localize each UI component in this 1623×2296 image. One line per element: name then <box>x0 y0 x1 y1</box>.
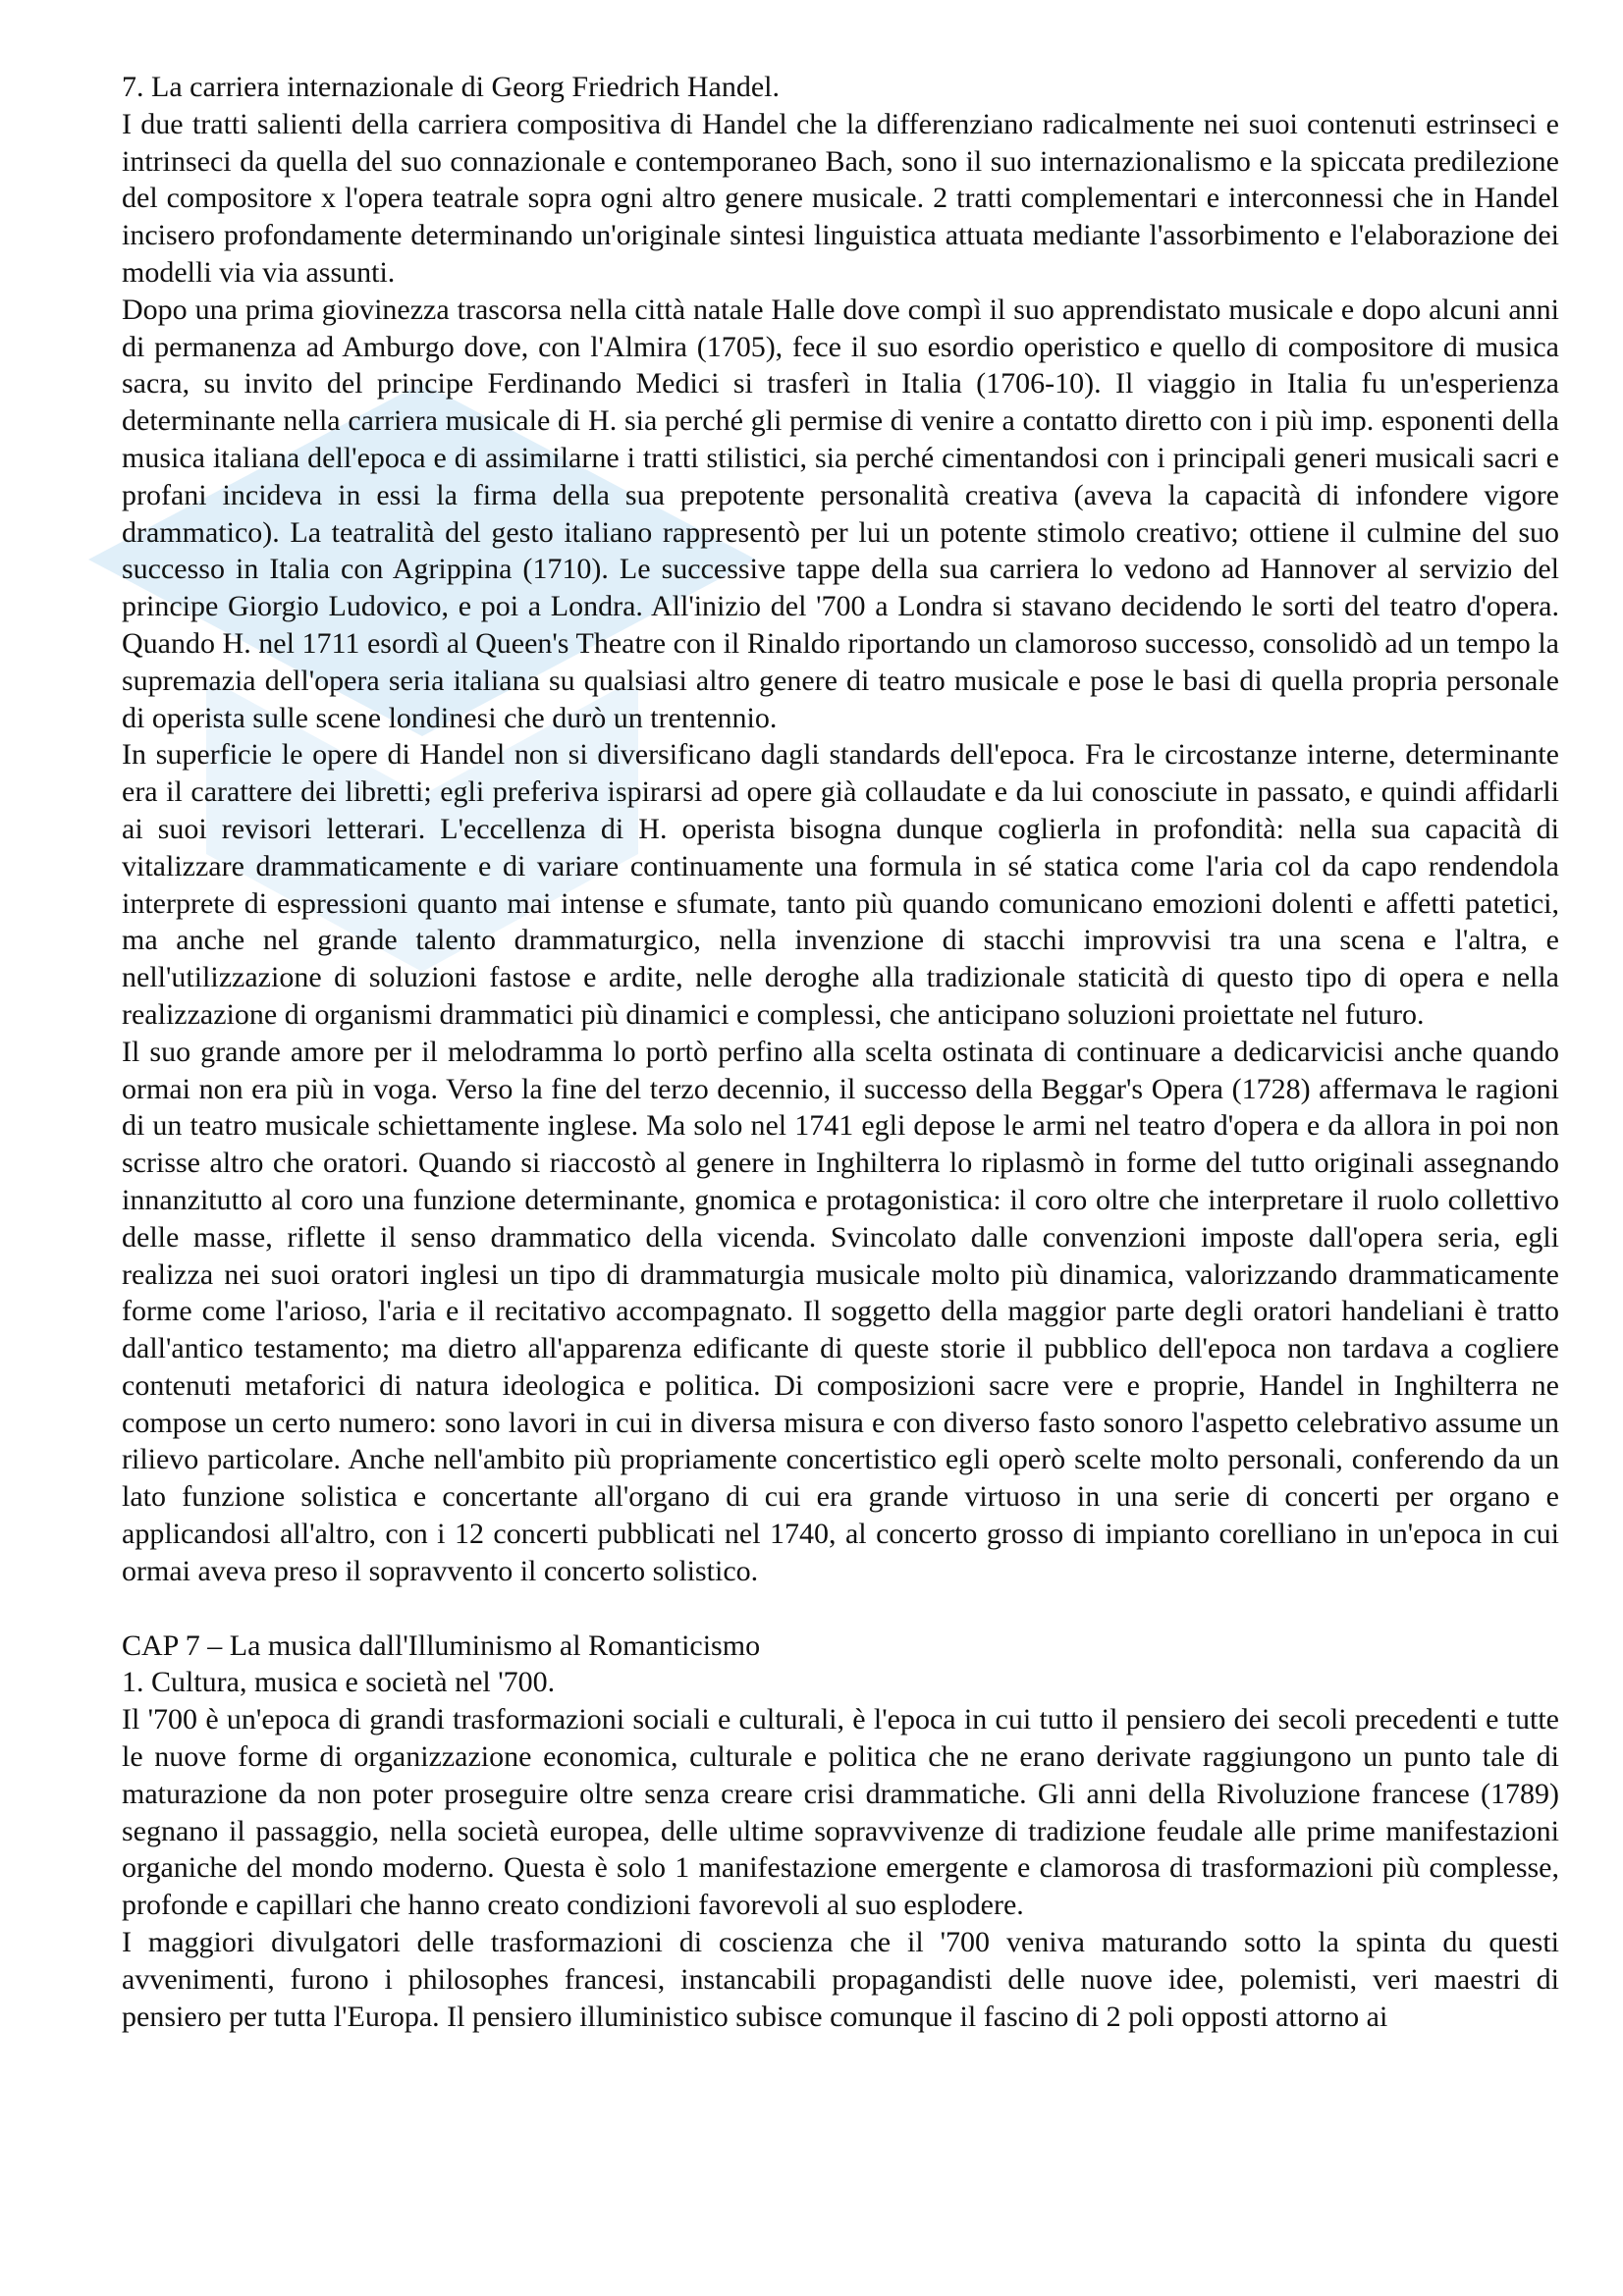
document-body <box>122 69 1559 2035</box>
section-heading: 1. Cultura, musica e società nel '700. <box>122 1666 556 1699</box>
paragraph: I maggiori divulgatori delle trasformazioni di coscienza che il '700 veniva maturando sotto la spinta du questi avvenimenti, furono i philosophes francesi, instancabili propagandisti delle nuove idee, polemisti, veri maestri di pensiero per tutta l'Europa. Il pensiero illuministico subisce comunque il fascino di 2 poli opposti attorno ai <box>122 1926 1559 2033</box>
paragraph: Il '700 è un'epoca di grandi trasformazioni sociali e culturali, è l'epoca in cui tutto il pensiero dei secoli precedenti e tutte le nuove forme di organizzazione economica, culturale e politica che ne erano derivate raggiungono un punto tale di maturazione da non poter proseguire oltre senza creare crisi drammatiche. Gli anni della Rivoluzione francese (1789) segnano il passaggio, nella società europea, delle ultime sopravvivenze di tradizione feudale alle prime manifestazioni organiche del mondo moderno. Questa è solo 1 manifestazione emergente e clamorosa di trasformazioni più complesse, profonde e capillari che hanno creato condizioni favorevoli al suo esplodere. <box>122 1703 1559 1922</box>
paragraph: Dopo una prima giovinezza trascorsa nella città natale Halle dove compì il suo apprendistato musicale e dopo alcuni anni di permanenza ad Amburgo dove, con l'Almira (1705), fece il suo esordio operistico e quello di compositore di musica sacra, su invito del principe Ferdinando Medici si trasferì in Italia (1706-10). Il viaggio in Italia fu un'esperienza determinante nella carriera musicale di H. sia perché gli permise di venire a contatto diretto con i più imp. esponenti della musica italiana dell'epoca e di assimilarne i tratti stilistici, sia perché cimentandosi con i principali generi musicali sacri e profani incideva in essi la firma della sua prepotente personalità creativa (aveva la capacità di infondere vigore drammatico). La teatralità del gesto italiano rappresentò per lui un potente stimolo creativo; ottiene il culmine del suo successo in Italia con Agrippina (1710). Le successive tappe della sua carriera lo vedono ad Hannover al servizio del principe Giorgio Ludovico, e poi a Londra. All'inizio del '700 a Londra si stavano decidendo le sorti del teatro d'opera. Quando H. nel 1711 esordì al Queen's Theatre con il Rinaldo riportando un clamoroso successo, consolidò ad un tempo la supremazia dell'opera seria italiana su qualsiasi altro genere di teatro musicale e pose le basi di quella propria personale di operista sulle scene londinesi che durò un trentennio. <box>122 293 1559 734</box>
section-heading: 7. La carriera internazionale di Georg Friedrich Handel. <box>122 71 780 103</box>
chapter-heading: CAP 7 – La musica dall'Illuminismo al Romanticismo <box>122 1629 761 1662</box>
paragraph: Il suo grande amore per il melodramma lo portò perfino alla scelta ostinata di continuare a dedicarvicisi anche quando ormai non era più in voga. Verso la fine del terzo decennio, il successo della Beggar's Opera (1728) affermava le ragioni di un teatro musicale schiettamente inglese. Ma solo nel 1741 egli depose le armi nel teatro d'opera e da allora in poi non scrisse altro che oratori. Quando si riaccostò al genere in Inghilterra lo riplasmò in forme del tutto originali assegnando innanzitutto al coro una funzione determinante, gnomica e protagonistica: il coro oltre che interpretare il ruolo collettivo delle masse, riflette il senso drammatico della vicenda. Svincolato dalle convenzioni imposte dall'opera seria, egli realizza nei suoi oratori inglesi un tipo di drammaturgia musicale molto più dinamica, valorizzando drammaticamente forme come l'arioso, l'aria e il recitativo accompagnato. Il soggetto della maggior parte degli oratori handeliani è tratto dall'antico testamento; ma dietro all'apparenza edificante di queste storie il pubblico dell'epoca non tardava a cogliere contenuti metaforici di natura ideologica e politica. Di composizioni sacre vere e proprie, Handel in Inghilterra ne compose un certo numero: sono lavori in cui in diversa misura e con diverso fasto sonoro l'aspetto celebrativo assume un rilievo particolare. Anche nell'ambito più propriamente concertistico egli operò scelte molto personali, conferendo da un lato funzione solistica e concertante all'organo di cui era grande virtuoso in una serie di concerti per organo e applicandosi all'altro, con i 12 concerti pubblicati nel 1740, al concerto grosso di impianto corelliano in un'epoca in cui ormai aveva preso il sopravvento il concerto solistico. <box>122 1035 1559 1587</box>
paragraph: I due tratti salienti della carriera compositiva di Handel che la differenziano radicalmente nei suoi contenuti estrinseci e intrinseci da quella del suo connazionale e contemporaneo Bach, sono il suo internazionalismo e la spiccata predilezione del compositore x l'opera teatrale sopra ogni altro genere musicale. 2 tratti complementari e interconnessi che in Handel incisero profondamente determinando un'originale sintesi linguistica attuata mediante l'assorbimento e l'elaborazione dei modelli via via assunti. <box>122 107 1559 289</box>
paragraph: In superficie le opere di Handel non si diversificano dagli standards dell'epoca. Fra le circostanze interne, determinante era il carattere dei libretti; egli preferiva ispirarsi ad opere già collaudate e da lui conosciute in passato, e quindi affidarli ai suoi revisori letterari. L'eccellenza di H. operista bisogna dunque coglierla in profondità: nella sua capacità di vitalizzare drammaticamente e di variare continuamente una formula in sé statica come l'aria col da capo rendendola interprete di espressioni quanto mai intense e sfumate, tanto più quando comunicano emozioni dolenti e affetti patetici, ma anche nel grande talento drammaturgico, nella invenzione di stacchi improvvisi tra una scena e l'altra, e nell'utilizzazione di soluzioni fastose e ardite, nelle deroghe alla tradizionale staticità di questo tipo di opera e nella realizzazione di organismi drammatici più dinamici e complessi, che anticipano soluzioni proiettate nel futuro. <box>122 738 1559 1031</box>
section-spacer <box>122 1590 1559 1628</box>
